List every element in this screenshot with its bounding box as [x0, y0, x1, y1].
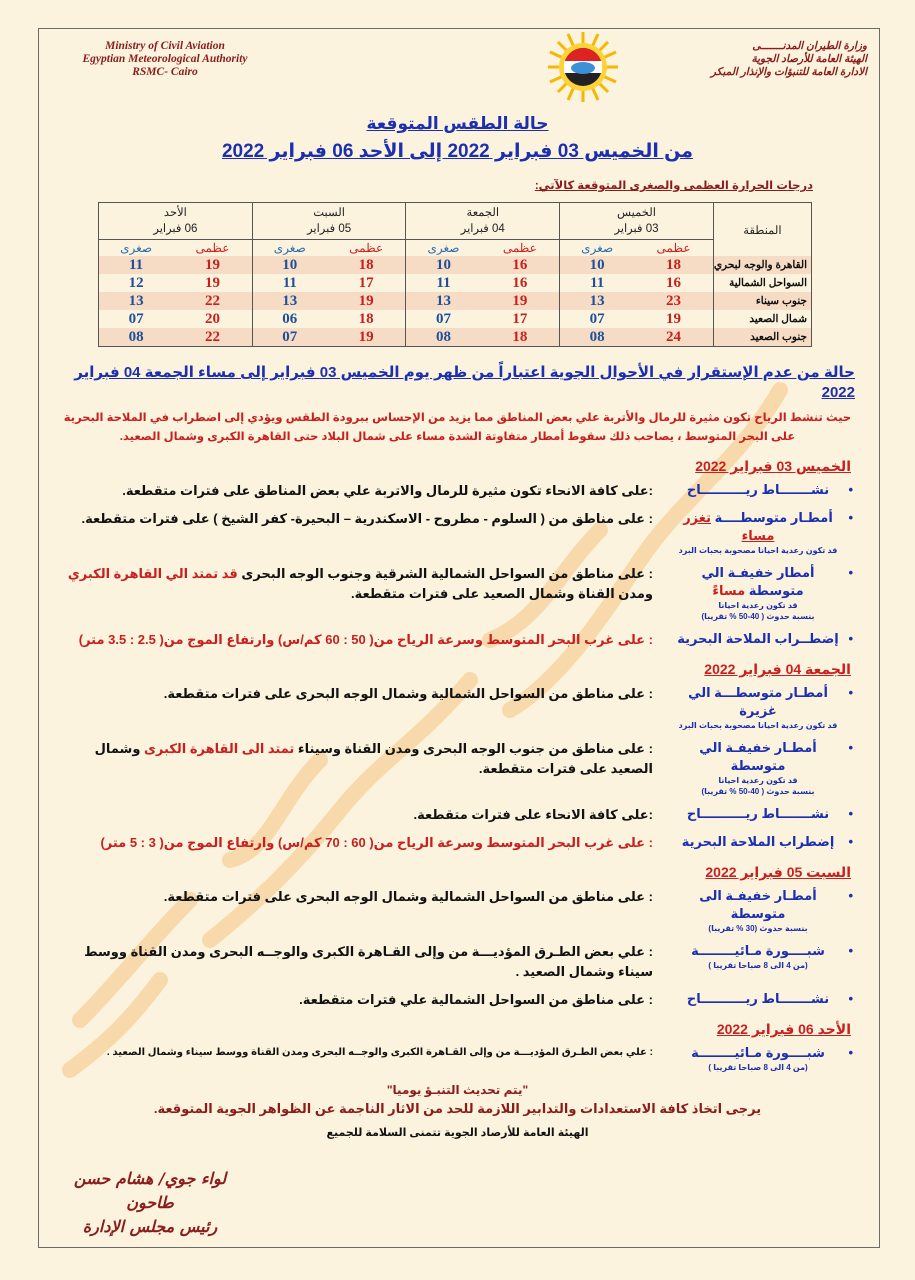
- phenomenon-label: [675, 481, 855, 499]
- min-temp: 10: [252, 256, 327, 274]
- section-heading: الجمعة 04 فبراير 2022: [704, 661, 851, 677]
- table-row: [99, 274, 812, 292]
- max-temp: 16: [512, 275, 528, 291]
- phenomenon-label: [675, 887, 855, 934]
- description-segment: : على مناطق من جنوب الوجه البحرى ومدن القناة وسيناء: [294, 741, 653, 756]
- min-label: صغرى: [406, 240, 481, 257]
- phenomenon-name: شبــــورة مـائيــــــــة: [691, 943, 825, 958]
- phenomenon-description: [60, 630, 653, 650]
- max-temp: 18: [327, 256, 406, 274]
- bullet-icon: •: [848, 888, 853, 903]
- max-temp: 19: [204, 275, 220, 291]
- description-segment: : على مناطق من السواحل الشمالية الشرقية وجنوب الوجه البحرى: [237, 566, 653, 581]
- phenomenon-description: [60, 509, 653, 529]
- min-temp: 08: [406, 328, 481, 347]
- region-name: القاهرة والوجه لبحري: [713, 256, 811, 274]
- min-temp: 13: [99, 292, 174, 310]
- advice-note: يرجى اتخاذ كافة الاستعدادات والتدابير اللازمة للحد من الاثار الناجمة عن الظواهر الجوية المتوقعة.: [153, 1101, 762, 1116]
- description-segment: :على كافة الانحاء تكون مثيرة للرمال والاتربة علي بعض المناطق على فترات متقطعة.: [122, 483, 653, 498]
- phenomenon-label: [675, 630, 855, 648]
- min-label: صغرى: [99, 240, 174, 257]
- phenomenon-note: (من 4 الى 8 صباحا تقريبا ): [708, 1063, 808, 1072]
- phenomenon-name: نشـــــــاط ريــــــــــاح: [686, 806, 830, 821]
- forecast-item: [60, 739, 855, 797]
- page-subtitle: من الخميس 03 فبراير 2022 إلى الأحد 06 فبراير 2022: [221, 141, 694, 162]
- phenomenon-label: [675, 805, 855, 823]
- authority-name: Egyptian Meteorological Authority: [82, 53, 248, 65]
- phenomenon-description: [60, 739, 653, 779]
- alert-intro: حيث تنشط الرياح تكون مثيرة للرمال والأتربة علي بعض المناطق مما يزيد من الإحساس ببرودة الطقس ويؤدي إلى اضطراب في الملاحة البحرية على البحر المتوسط ، يصاحب ذلك سقوط أمطار متفاوتة الشدة مساء على شمال البلاد حتى القاهرة الكبرى وشمال الصعيد.: [63, 412, 852, 443]
- phenomenon-note: بنسبة حدوث ( 40-50 % تقريبا): [701, 612, 815, 621]
- forecast-item: [60, 630, 855, 650]
- phenomenon-name: أمطـار خفيفـة الى متوسطة: [699, 888, 817, 921]
- description-segment: وشمال الصعيد على فترات متقطعة.: [94, 741, 653, 776]
- ministry-name: Ministry of Civil Aviation: [105, 40, 225, 52]
- signature-block: [60, 1167, 240, 1239]
- day-name: الأحد: [163, 207, 187, 219]
- min-temp: 07: [560, 310, 635, 328]
- phenomenon-note: قد تكون رعدية احيانا مصحوبة بحبات البرد: [678, 721, 838, 730]
- bullet-icon: •: [848, 482, 853, 497]
- day-date: 04 فبراير: [460, 223, 505, 235]
- phenomenon-name: إضطــراب الملاحة البحرية: [677, 631, 839, 646]
- description-segment: قد تمتد الي القاهرة الكبري: [67, 566, 238, 581]
- max-temp: 22: [173, 292, 252, 310]
- min-temp: 13: [252, 292, 327, 310]
- description-segment: : على غرب البحر المتوسط وسرعة الرياح من( 50 : 60 كم/س) وارتفاع الموج من( 2.5 : 3.5 متر): [78, 632, 653, 647]
- max-temp: 19: [327, 292, 406, 310]
- max-temp: 23: [634, 292, 713, 310]
- forecast-item: [60, 1044, 855, 1073]
- max-temp: 17: [358, 275, 374, 291]
- phenomenon-description: [60, 1044, 653, 1061]
- phenomenon-description: [60, 481, 653, 501]
- forecast-item: [60, 833, 855, 853]
- description-segment: :على كافة الانحاء على فترات متقطعة.: [413, 807, 653, 822]
- min-temp: 11: [99, 256, 174, 274]
- min-temp: 11: [252, 274, 327, 292]
- min-temp: 13: [406, 292, 481, 310]
- header-english: [60, 40, 270, 79]
- day-name: الخميس: [617, 207, 656, 219]
- day-header: [99, 203, 253, 240]
- signature-title: رئيس مجلس الإدارة: [82, 1217, 218, 1236]
- max-temp: 19: [481, 292, 560, 310]
- description-segment: ومدن القناة وشمال الصعيد على فترات متقطعة.: [351, 586, 653, 601]
- max-temp: 19: [327, 328, 406, 347]
- signature-name: لواء جوي/ هشام حسن طاحون: [73, 1169, 227, 1212]
- bullet-icon: •: [848, 510, 853, 525]
- phenomenon-label: [675, 739, 855, 797]
- phenomenon-label: [675, 833, 855, 851]
- region-name: جنوب سيناء: [713, 292, 811, 310]
- section-heading: الأحد 06 فبراير 2022: [716, 1021, 851, 1037]
- forecast-item: [60, 805, 855, 825]
- ema-logo: [548, 32, 618, 102]
- phenomenon-description: [60, 684, 653, 704]
- min-temp: 07: [99, 310, 174, 328]
- min-temp: 10: [560, 256, 635, 274]
- table-header-row: [99, 203, 812, 240]
- section-heading: السبت 05 فبراير 2022: [705, 864, 851, 880]
- max-temp: 18: [634, 256, 713, 274]
- min-temp: 12: [99, 274, 174, 292]
- day-date: 03 فبراير: [614, 223, 659, 235]
- temperatures-label: درجات الحرارة العظمى والصغرى المتوقعة كالآتي:: [534, 180, 813, 192]
- phenomenon-note: قد تكون رعدية احيانا: [718, 601, 798, 610]
- phenomenon-highlight: تغزر مساء: [683, 510, 775, 543]
- day-header: [406, 203, 560, 240]
- alert-title: حالة من عدم الإستقرار في الأحوال الجوية اعتباراً من ظهر يوم الخميس 03 فبراير إلى مساء الجمعة 04 فبراير 2022: [74, 364, 855, 401]
- bullet-icon: •: [848, 740, 853, 755]
- rsmc-name: RSMC- Cairo: [132, 66, 198, 78]
- phenomenon-label: [675, 684, 855, 731]
- daily-forecasts: [60, 457, 855, 1073]
- phenomenon-name: نشـــــــاط ريــــــــــاح: [686, 991, 830, 1006]
- forecast-item: [60, 481, 855, 501]
- max-temp: 20: [204, 311, 220, 327]
- max-temp: 17: [512, 311, 528, 327]
- description-segment: : على مناطق من السواحل الشمالية وشمال الوجه البحرى على فترات متقطعة.: [163, 686, 653, 701]
- day-date: 05 فبراير: [307, 223, 352, 235]
- phenomenon-description: [60, 942, 653, 982]
- max-label: عظمى: [656, 241, 691, 255]
- max-temp: 24: [634, 328, 713, 347]
- phenomenon-note: بنسبة حدوث (30 % تقريبا): [708, 924, 808, 933]
- phenomenon-description: [60, 887, 653, 907]
- bullet-icon: •: [848, 834, 853, 849]
- max-temp: 19: [666, 311, 682, 327]
- department-name-ar: الادارة العامة للتنبؤات والإنذار المبكر: [710, 66, 867, 78]
- update-note: "يتم تحديث التنبـؤ يوميا": [386, 1083, 529, 1097]
- forecast-item: [60, 684, 855, 731]
- document-body: [60, 178, 855, 1239]
- page-title: حالة الطقس المتوقعة: [366, 114, 549, 133]
- bullet-icon: •: [848, 565, 853, 580]
- phenomenon-label: [675, 942, 855, 971]
- day-header: [252, 203, 406, 240]
- max-temp: 16: [481, 256, 560, 274]
- description-segment: تمتد الى القاهرة الكبرى: [144, 741, 295, 756]
- phenomenon-name: نشـــــــاط ريــــــــــاح: [686, 482, 830, 497]
- phenomenon-label: [675, 564, 855, 622]
- phenomenon-note: قد تكون رعدية احيانا مصحوبة بحبات البرد: [678, 546, 838, 555]
- bullet-icon: •: [848, 991, 853, 1006]
- max-label: عظمى: [195, 241, 230, 255]
- phenomenon-label: [675, 990, 855, 1008]
- min-temp: 11: [560, 274, 635, 292]
- description-segment: : على مناطق من السواحل الشمالية وشمال الوجه البحرى على فترات متقطعة.: [163, 889, 653, 904]
- description-segment: : على مناطق من السواحل الشمالية علي فترات متقطعة.: [299, 992, 653, 1007]
- ministry-name-ar: وزارة الطيران المدنـــــــى: [752, 40, 867, 52]
- forecast-item: [60, 887, 855, 934]
- min-temp: 08: [99, 328, 174, 347]
- max-temp: 18: [481, 328, 560, 347]
- phenomenon-description: [60, 564, 653, 604]
- min-temp: 10: [406, 256, 481, 274]
- table-subheader-row: [99, 240, 812, 257]
- region-name: شمال الصعيد: [713, 310, 811, 328]
- table-row: [99, 328, 812, 347]
- phenomenon-time: مساءً: [712, 583, 746, 598]
- min-temp: 06: [252, 310, 327, 328]
- phenomenon-name: إضطراب الملاحة البحرية: [681, 834, 835, 849]
- forecast-item: [60, 509, 855, 556]
- max-temp: 19: [173, 256, 252, 274]
- phenomenon-description: [60, 805, 653, 825]
- max-temp: 22: [173, 328, 252, 347]
- phenomenon-note: قد تكون رعدية احيانا: [718, 776, 798, 785]
- min-temp: 07: [252, 328, 327, 347]
- bullet-icon: •: [848, 685, 853, 700]
- min-label: صغرى: [560, 240, 635, 257]
- table-row: [99, 256, 812, 274]
- day-name: السبت: [313, 207, 345, 219]
- header-arabic: [637, 40, 867, 79]
- day-date: 06 فبراير: [153, 223, 198, 235]
- phenomenon-name: شبــــورة مـائيــــــــة: [691, 1045, 825, 1060]
- phenomenon-note: بنسبة حدوث ( 40-50 % تقريبا): [701, 787, 815, 796]
- table-row: [99, 292, 812, 310]
- bullet-icon: •: [848, 631, 853, 646]
- max-label: عظمى: [502, 241, 537, 255]
- min-temp: 13: [560, 292, 635, 310]
- description-segment: : على مناطق من ( السلوم - مطروح - الاسكندرية – البحيرة- كفر الشيخ ) على فترات متقطعة.: [81, 511, 653, 526]
- max-temp: 18: [358, 311, 374, 327]
- phenomenon-name: أمطـار خفيفـة الي متوسطة: [699, 740, 817, 773]
- description-segment: : علي بعض الطـرق المؤديـــة من وإلى القـاهرة الكبرى والوجــه البحرى ومدن القناة ووسط سيناء وشمال الصعيد .: [106, 1047, 653, 1058]
- safety-wish: الهيئة العامة للأرصاد الجوية تتمنى السلامة للجميع: [326, 1127, 589, 1139]
- bullet-icon: •: [848, 806, 853, 821]
- phenomenon-description: [60, 990, 653, 1010]
- min-temp: 08: [560, 328, 635, 347]
- phenomenon-description: [60, 833, 653, 853]
- description-segment: : علي بعض الطـرق المؤديـــة من وإلى القـاهرة الكبرى والوجــه البحرى ومدن القناة ووسط سيناء وشمال الصعيد .: [84, 944, 653, 979]
- region-header: المنطقة: [713, 203, 811, 257]
- max-temp: 16: [666, 275, 682, 291]
- forecast-item: [60, 564, 855, 622]
- bullet-icon: •: [848, 943, 853, 958]
- forecast-item: [60, 942, 855, 982]
- phenomenon-name: أمطـار متوسطــــة: [714, 510, 833, 525]
- phenomenon-note: (من 4 الى 8 صباحا تقريبا ): [708, 961, 808, 970]
- temperature-table: [98, 202, 812, 347]
- phenomenon-label: [675, 509, 855, 556]
- phenomenon-name: أمطـار متوسطـــة الي غزيرة: [688, 685, 828, 718]
- min-temp: 07: [406, 310, 481, 328]
- description-segment: : على غرب البحر المتوسط وسرعة الرياح من( 60 : 70 كم/س) وارتفاع الموج من( 3 : 5 متر): [100, 835, 653, 850]
- table-row: [99, 310, 812, 328]
- max-label: عظمى: [349, 241, 384, 255]
- min-temp: 11: [406, 274, 481, 292]
- day-name: الجمعة: [466, 207, 500, 219]
- bullet-icon: •: [848, 1045, 853, 1060]
- phenomenon-label: [675, 1044, 855, 1073]
- min-label: صغرى: [252, 240, 327, 257]
- forecast-item: [60, 990, 855, 1010]
- region-name: السواحل الشمالية: [713, 274, 811, 292]
- phenomenon-name: أمطار خفيفـة الي متوسطة: [701, 565, 815, 598]
- day-header: [560, 203, 714, 240]
- section-heading: الخميس 03 فبراير 2022: [695, 458, 851, 474]
- region-name: جنوب الصعيد: [713, 328, 811, 347]
- authority-name-ar: الهيئة العامة للأرصاد الجوية: [751, 53, 867, 65]
